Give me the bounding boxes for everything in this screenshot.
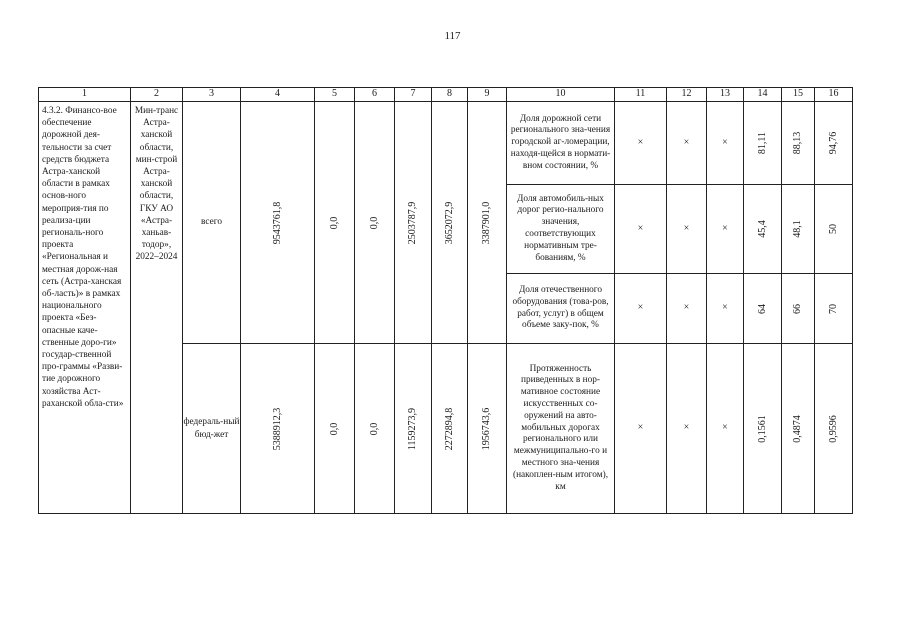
amount-c7 <box>395 344 432 514</box>
value: 81,11 <box>756 131 768 155</box>
funding-table <box>38 87 853 514</box>
amount-c6 <box>355 344 395 514</box>
indicator-name: Доля автомобиль-ных дорог регио-нального значения, соответствующих нормативным тре-бованиям, % <box>507 185 615 274</box>
value: 0,0 <box>328 422 340 435</box>
table-row <box>39 102 853 185</box>
value-c14 <box>744 185 782 274</box>
executor: Мин-транс Астра-ханской области, мин-строй Астра-ханской области, ГКУ АО «Астра-ханьав-тодор», 2022–2024 <box>131 102 183 514</box>
value: 50 <box>827 224 839 234</box>
value-c16 <box>815 102 853 185</box>
value: 5388912,3 <box>271 407 283 450</box>
amount-c7 <box>395 102 432 344</box>
value: 0,4874 <box>791 414 803 443</box>
col-header: 13 <box>707 88 744 102</box>
cell-c12: × <box>667 274 707 344</box>
amount-c8 <box>432 102 468 344</box>
total-amount <box>241 102 315 344</box>
col-header: 7 <box>395 88 432 102</box>
value: 2272894,8 <box>443 407 455 450</box>
col-header: 8 <box>432 88 468 102</box>
col-header: 4 <box>241 88 315 102</box>
cell-c11: × <box>615 274 667 344</box>
value: 1956743,6 <box>480 407 492 450</box>
col-header: 2 <box>131 88 183 102</box>
value: 88,13 <box>791 131 803 155</box>
total-amount <box>241 344 315 514</box>
amount-c8 <box>432 344 468 514</box>
col-header: 12 <box>667 88 707 102</box>
value: 0,9596 <box>827 414 839 443</box>
cell-c11: × <box>615 102 667 185</box>
cell-c12: × <box>667 185 707 274</box>
col-header: 10 <box>507 88 615 102</box>
value: 0,0 <box>328 216 340 229</box>
value-c14 <box>744 274 782 344</box>
amount-c9 <box>468 344 507 514</box>
indicator-name: Доля дорожной сети регионального зна-чения городской аг-ломерации, находя-щейся в нормати-вном состоянии, % <box>507 102 615 185</box>
value-c16 <box>815 274 853 344</box>
value-c15 <box>782 185 815 274</box>
value-c15 <box>782 344 815 514</box>
cell-c13: × <box>707 102 744 185</box>
amount-c5 <box>315 102 355 344</box>
value: 0,0 <box>368 422 380 435</box>
value: 48,1 <box>791 220 803 238</box>
cell-c11: × <box>615 344 667 514</box>
cell-c13: × <box>707 344 744 514</box>
cell-c11: × <box>615 185 667 274</box>
amount-c5 <box>315 344 355 514</box>
measure-name: 4.3.2. Финансо-вое обеспечение дорожной дея-тельности за счет средств бюджета Астра-ханской области в рамках основ-ного мероприя-тия по реализа-ции региональ-ного проекта «Региональная и местная дорож-ная сеть (Астра-ханская об-ласть)» в рамках национального проекта «Без-опасные каче-ственные доро-ги» государ-ственной про-граммы «Разви-тие дорожного хозяйства Аст-раханской обла-сти» <box>39 102 131 514</box>
value: 94,76 <box>827 131 839 155</box>
value: 3387901,0 <box>480 201 492 244</box>
cell-c12: × <box>667 344 707 514</box>
value-c16 <box>815 185 853 274</box>
value-c15 <box>782 102 815 185</box>
value-c14 <box>744 344 782 514</box>
col-header: 14 <box>744 88 782 102</box>
value: 3652072,9 <box>443 201 455 244</box>
value-c14 <box>744 102 782 185</box>
col-header: 11 <box>615 88 667 102</box>
col-header: 16 <box>815 88 853 102</box>
value: 66 <box>791 303 803 314</box>
col-header: 9 <box>468 88 507 102</box>
value: 2503787,9 <box>406 201 418 244</box>
value: 45,4 <box>756 220 768 238</box>
indicator-name: Доля отечественного оборудования (това-ров, работ, услуг) в общем объеме заку-пок, % <box>507 274 615 344</box>
col-header: 15 <box>782 88 815 102</box>
page-number: 117 <box>444 30 461 42</box>
value-c16 <box>815 344 853 514</box>
amount-c6 <box>355 102 395 344</box>
header-row <box>39 88 853 102</box>
cell-c12: × <box>667 102 707 185</box>
col-header: 3 <box>183 88 241 102</box>
col-header: 5 <box>315 88 355 102</box>
col-header: 1 <box>39 88 131 102</box>
cell-c13: × <box>707 185 744 274</box>
value-c15 <box>782 274 815 344</box>
amount-c9 <box>468 102 507 344</box>
value: 0,1561 <box>756 414 768 443</box>
funding-source: всего <box>183 102 241 344</box>
indicator-name: Протяженность приведенных в нор-мативное состояние искусственных со-оружений на авто-мобильных дорогах регионального или межмуниципально-го и местного зна-чения (накоплен-ным итогом), км <box>507 344 615 514</box>
value: 1159273,9 <box>406 407 418 450</box>
funding-source: федераль-ный бюд-жет <box>183 344 241 514</box>
value: 9543761,8 <box>271 201 283 244</box>
value: 64 <box>756 303 768 314</box>
value: 0,0 <box>368 216 380 229</box>
col-header: 6 <box>355 88 395 102</box>
cell-c13: × <box>707 274 744 344</box>
value: 70 <box>827 303 839 314</box>
